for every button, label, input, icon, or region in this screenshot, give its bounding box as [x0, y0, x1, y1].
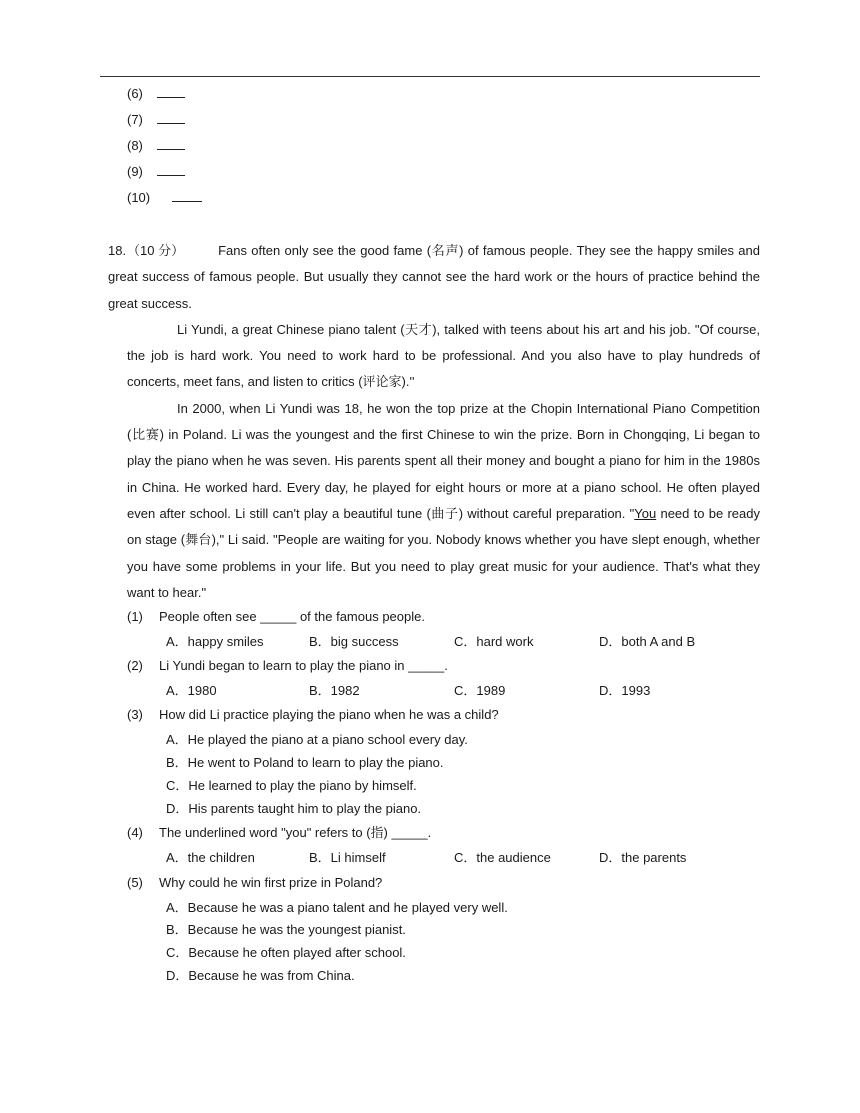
option-a[interactable]: A．1980: [166, 683, 217, 698]
blank-line: [157, 137, 185, 150]
header-rule: [100, 76, 760, 77]
question-number: (5): [127, 875, 143, 890]
option-b[interactable]: B．1982: [309, 683, 360, 698]
question-5: [127, 874, 382, 892]
question-text: The underlined word "you" refers to (指) _____.: [159, 825, 432, 840]
option-c[interactable]: C．1989: [454, 683, 506, 698]
option-b[interactable]: B．Li himself: [309, 850, 386, 865]
option-a[interactable]: A．the children: [166, 850, 255, 865]
question-points: （10 分）: [127, 243, 185, 258]
question-5-option-d[interactable]: D．Because he was from China.: [166, 968, 355, 983]
question-4: [127, 824, 431, 842]
question-2: [127, 657, 448, 675]
option-d[interactable]: D．1993: [599, 683, 651, 698]
option-c[interactable]: C．the audience: [454, 850, 551, 865]
question-text: Li Yundi began to learn to play the piano in _____.: [159, 658, 448, 673]
question-3-option-b[interactable]: B．He went to Poland to learn to play the piano.: [166, 755, 444, 770]
option-d[interactable]: D．both A and B: [599, 634, 696, 649]
passage-paragraph-1: [108, 238, 760, 317]
paragraph-text: In 2000, when Li Yundi was 18, he won the top prize at the Chopin International Piano Competition (比赛) in Poland. Li was the youngest and the first Chinese to win the prize. Born in Chongqing, Li began to play the piano when he was seven. His parents spent all their money and bought a piano for him in the 1980s in China. He worked hard. Every day, he played for eight hours or more at a piano school. He often played even after school. Li still can't play a beautiful tune (曲子) without careful preparation. ": [127, 400, 760, 521]
question-text: How did Li practice playing the piano when he was a child?: [159, 707, 499, 722]
answer-blank-9: [127, 163, 185, 181]
blank-line: [157, 111, 185, 124]
question-1: [127, 608, 425, 626]
answer-blank-6: [127, 85, 185, 103]
paragraph-text: Fans often only see the good fame (名声) of famous people. They see the happy smiles and great success of famous people. But usually they cannot see the hard work or the hours of practice behind the great success.: [108, 243, 760, 311]
paragraph-text: need to be ready on stage (舞台)," Li said. "People are waiting for you. Nobody knows whether you have slept enough, whether you have some problems in your life. But you need to play great music for your audience. That's what they want to hear.": [127, 505, 760, 600]
question-3: [127, 706, 499, 724]
option-a[interactable]: A．happy smiles: [166, 634, 264, 649]
blank-line: [157, 85, 185, 98]
blank-line: [157, 163, 185, 176]
question-number: (3): [127, 707, 143, 722]
option-b[interactable]: B．big success: [309, 634, 399, 649]
answer-blank-10: [127, 189, 202, 207]
question-3-option-c[interactable]: C．He learned to play the piano by himself.: [166, 778, 417, 793]
underlined-word: You: [634, 505, 657, 521]
blank-line: [172, 189, 202, 202]
question-text: People often see _____ of the famous people.: [159, 609, 425, 624]
answer-blank-8: [127, 137, 185, 155]
question-5-option-b[interactable]: B．Because he was the youngest pianist.: [166, 922, 406, 937]
question-5-option-c[interactable]: C．Because he often played after school.: [166, 945, 406, 960]
question-number: (4): [127, 825, 143, 840]
passage-paragraph-3: [108, 396, 760, 606]
question-text: Why could he win first prize in Poland?: [159, 875, 383, 890]
blank-number: (9): [127, 164, 143, 179]
question-18-passage: [108, 238, 760, 606]
question-3-option-a[interactable]: A．He played the piano at a piano school every day.: [166, 732, 468, 747]
question-3-option-d[interactable]: D．His parents taught him to play the piano.: [166, 801, 422, 816]
option-c[interactable]: C．hard work: [454, 634, 534, 649]
question-number: (2): [127, 658, 143, 673]
blank-number: (8): [127, 138, 143, 153]
answer-blank-7: [127, 111, 185, 129]
passage-paragraph-2: Li Yundi, a great Chinese piano talent (天才), talked with teens about his art and his job. "Of course, the job is hard work. You need to work hard to be professional. And you also have to play hundreds of concerts, meet fans, and listen to critics (评论家).'': [127, 321, 760, 390]
question-5-option-a[interactable]: A．Because he was a piano talent and he played very well.: [166, 900, 508, 915]
blank-number: (7): [127, 112, 143, 127]
question-number: 18.: [108, 243, 127, 258]
option-d[interactable]: D．the parents: [599, 850, 687, 865]
question-number: (1): [127, 609, 143, 624]
blank-number: (6): [127, 86, 143, 101]
blank-number: (10): [127, 190, 151, 205]
